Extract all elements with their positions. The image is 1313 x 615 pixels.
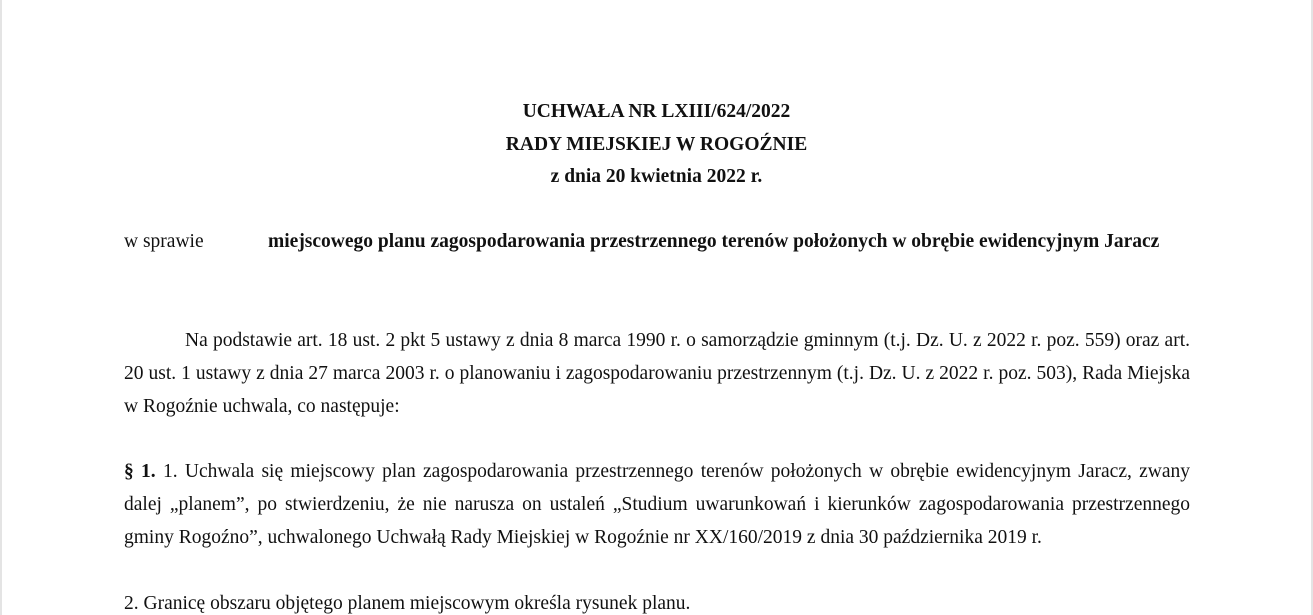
page-edge-left [0, 0, 2, 615]
resolution-header [0, 96, 1313, 194]
subject-text: miejscowego planu zagospodarowania przestrzennego terenów położonych w obrębie ewidencyjnym Jaracz [268, 231, 1160, 252]
legal-basis-paragraph: Na podstawie art. 18 ust. 2 pkt 5 ustawy z dnia 8 marca 1990 r. o samorządzie gminnym (t.j. Dz. U. z 2022 r. poz. 559) oraz art. 20 ust. 1 ustawy z dnia 27 marca 2003 r. o planowaniu i zagospodarowaniu przestrzennym (t.j. Dz. U. z 2022 r. poz. 503), Rada Miejska w Rogoźnie uchwala, co następuje: [124, 330, 1190, 417]
section-1-marker: § 1. [124, 461, 156, 482]
subject-label: w sprawie [124, 231, 204, 252]
resolution-number: UCHWAŁA NR LXIII/624/2022 [522, 101, 791, 122]
section-1-point-2: 2. Granicę obszaru objętego planem miejscowym określa rysunek planu. [124, 593, 691, 614]
council-name: RADY MIEJSKIEJ W ROGOŹNIE [505, 133, 808, 155]
resolution-date: z dnia 20 kwietnia 2022 r. [550, 166, 763, 187]
section-1-point-1-text: 1. Uchwala się miejscowy plan zagospodarowania przestrzennego terenów położonych w obrębie ewidencyjnym Jaracz, zwany dalej „planem”, po stwierdzeniu, że nie narusza on ustaleń „Studium uwarunkowań i kierunków zagospodarowania przestrzennego gminy Rogoźno”, uchwalonego Uchwałą Rady Miejskiej w Rogoźnie nr XX/160/2019 z dnia 30 października 2019 r. [124, 461, 1191, 548]
section-1-point-1 [124, 455, 1190, 554]
